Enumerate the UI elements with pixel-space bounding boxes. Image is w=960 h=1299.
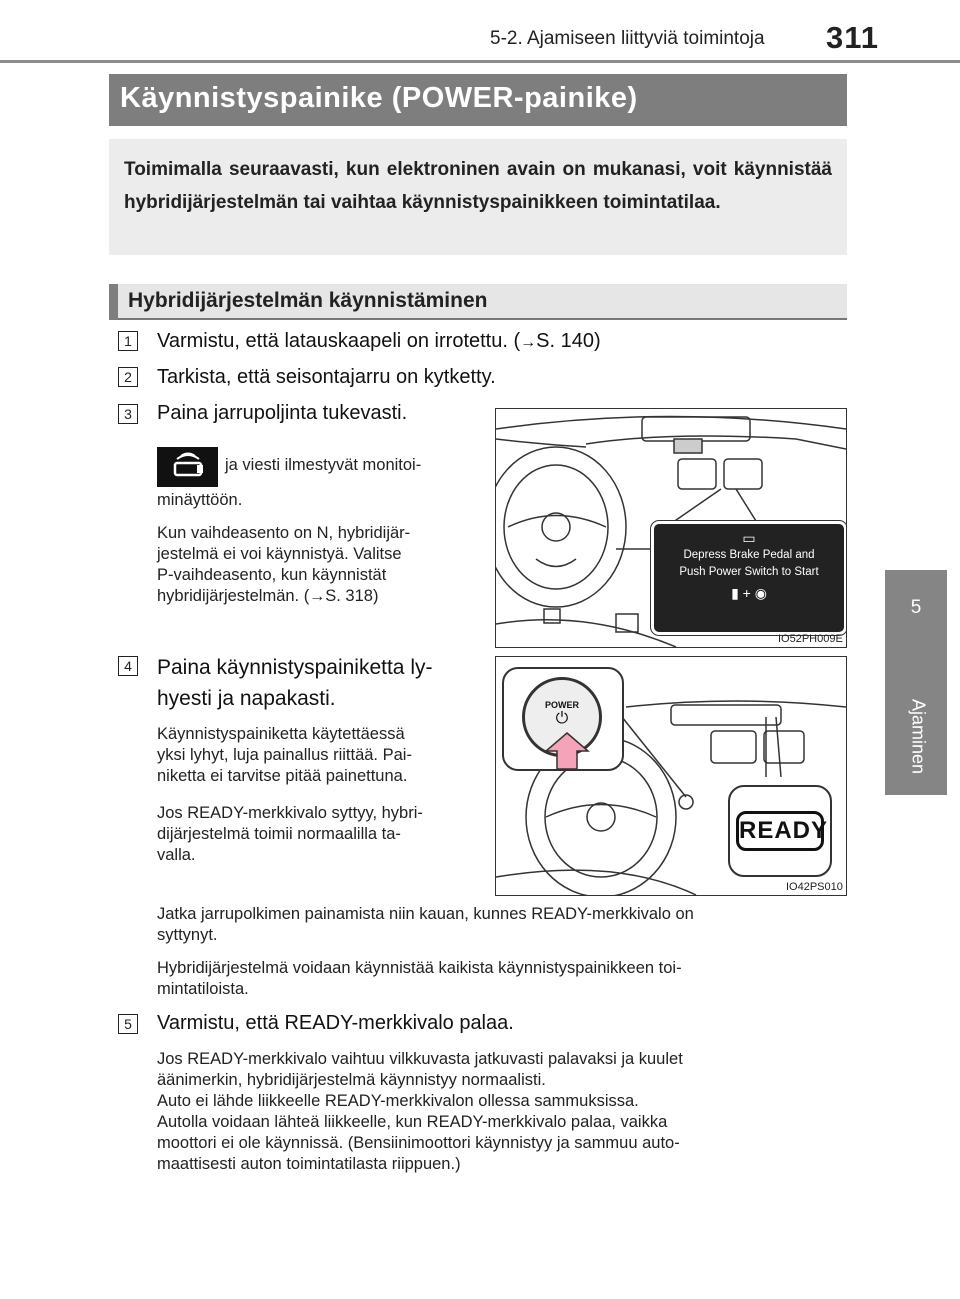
step-line: Paina käynnistyspainiketta ly- xyxy=(157,656,433,679)
power-label: POWER xyxy=(544,700,579,710)
note-line: Jos READY-merkkivalo syttyy, hybri- xyxy=(157,804,423,822)
note-line: Auto ei lähde liikkeelle READY-merkkivalon ollessa sammuksissa. xyxy=(157,1092,639,1110)
key-symbol-icon: ▭ xyxy=(742,530,756,546)
chapter-tab-label: Ajaminen xyxy=(908,698,929,775)
note-line: maattisesti auton toimintatilasta riippuen.) xyxy=(157,1155,461,1173)
figure-brake-pedal xyxy=(495,408,847,648)
display-message-line: Push Power Switch to Start xyxy=(679,566,819,578)
brake-and-power-icon: ▮ + ◉ xyxy=(731,585,767,601)
note-line: Hybridijärjestelmä voidaan käynnistää kaikista käynnistyspainikkeen toi- xyxy=(157,959,682,977)
step-1-label: Varmistu, että latauskaapeli on irrotettu. ( xyxy=(157,330,521,352)
note-line: Jos READY-merkkivalo vaihtuu vilkkuvasta jatkuvasti palavaksi ja kuulet xyxy=(157,1050,683,1068)
arrow-right-icon: → xyxy=(309,588,326,605)
step-3-icon-note-cont: minäyttöön. xyxy=(157,491,243,509)
step-3-text: Paina jarrupoljinta tukevasti. xyxy=(157,402,408,424)
page-title: Käynnistyspainike (POWER-painike) xyxy=(120,82,638,114)
step-number: 5 xyxy=(118,1014,138,1034)
header-rule xyxy=(0,60,960,63)
intro-box: Toimimalla seuraavasti, kun elektroninen avain on mukanasi, voit käynnistää hybridijärjestelmän tai vaihtaa käynnistyspainikkeen toimintatilaa. xyxy=(109,139,847,255)
step-2-text: Tarkista, että seisontajarru on kytketty. xyxy=(157,366,496,388)
note-line: yksi lyhyt, luja painallus riittää. Pai- xyxy=(157,746,412,764)
step-number: 3 xyxy=(118,404,138,424)
step-1-text xyxy=(157,330,601,353)
note-line-text: hybridijärjestelmän. ( xyxy=(157,587,310,605)
power-switch-callout xyxy=(502,667,624,771)
figure-code: IO42PS010 xyxy=(786,881,843,893)
step-4-note-1 xyxy=(157,724,475,787)
figure-power-switch xyxy=(495,656,847,896)
arrow-right-icon: → xyxy=(520,334,537,351)
step-line: hyesti ja napakasti. xyxy=(157,687,336,710)
note-line: P-vaihdeasento, kun käynnistät xyxy=(157,566,387,584)
power-symbol-icon: ⏻ xyxy=(555,710,569,727)
step-1-ref[interactable]: S. 140) xyxy=(536,330,601,352)
note-line: jestelmä ei voi käynnistyä. Valitse xyxy=(157,545,402,563)
step-3-note xyxy=(157,523,475,607)
display-message-line: Depress Brake Pedal and xyxy=(683,549,815,561)
note-line: valla. xyxy=(157,846,196,864)
note-line: Käynnistyspainiketta käytettäessä xyxy=(157,725,405,743)
step-4-text xyxy=(157,652,475,714)
page-number: 311 xyxy=(826,20,880,55)
note-line: Jatka jarrupolkimen painamista niin kauan, kunnes READY-merkkivalo on xyxy=(157,905,694,923)
step-number: 4 xyxy=(118,656,138,676)
note-line: niketta ei tarvitse pitää painettuna. xyxy=(157,767,408,785)
step-number: 1 xyxy=(118,331,138,351)
note-line: Autolla voidaan lähteä liikkeelle, kun READY-merkkivalo palaa, vaikka xyxy=(157,1113,668,1131)
chapter-tab-number: 5 xyxy=(910,597,922,618)
note-line: dijärjestelmä toimii normaalilla ta- xyxy=(157,825,401,843)
note-line: Kun vaihdeasento on N, hybridijär- xyxy=(157,524,411,542)
step-4-note-3 xyxy=(157,904,841,946)
step-4-note-2 xyxy=(157,803,475,866)
message-display xyxy=(651,521,847,635)
subheading-accent xyxy=(109,284,118,320)
figure-code: IO52PH009E xyxy=(778,633,843,645)
note-line: moottori ei ole käynnissä. (Bensiinimoottori käynnistyy ja sammuu auto- xyxy=(157,1134,680,1152)
subheading: Hybridijärjestelmän käynnistäminen xyxy=(128,289,488,312)
press-arrow-icon xyxy=(544,731,590,771)
step-4-note-4 xyxy=(157,958,841,1000)
step-number: 2 xyxy=(118,367,138,387)
step-5-text: Varmistu, että READY-merkkivalo palaa. xyxy=(157,1012,514,1034)
ready-callout xyxy=(728,785,832,877)
note-line: äänimerkin, hybridijärjestelmä käynnistyy normaalisti. xyxy=(157,1071,546,1089)
section-header: 5-2. Ajamiseen liittyviä toimintoja xyxy=(490,28,765,49)
smart-key-indicator-icon xyxy=(157,447,218,487)
note-line: mintatiloista. xyxy=(157,980,249,998)
ready-indicator: READY xyxy=(736,811,824,851)
step-3-icon-note: ja viesti ilmestyvät monitoi- xyxy=(225,456,422,474)
note-line xyxy=(157,586,475,607)
step-5-note xyxy=(157,1049,841,1175)
note-line: syttynyt. xyxy=(157,926,218,944)
step-3-ref[interactable]: S. 318) xyxy=(325,587,379,605)
